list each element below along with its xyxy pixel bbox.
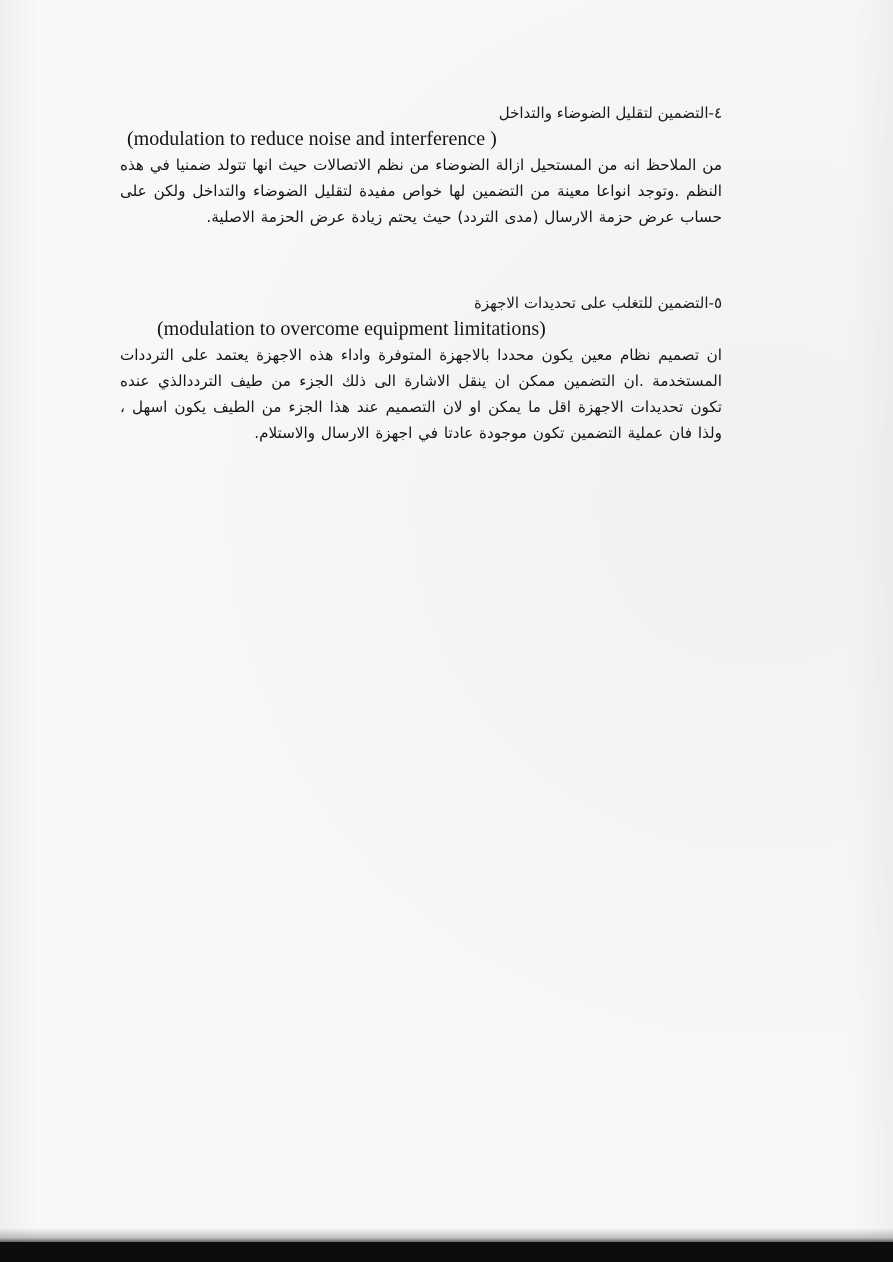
section-paragraph: من الملاحظ انه من المستحيل ازالة الضوضاء من نظم الاتصالات حيث انها تتولد ضمنيا في هذه النظم .وتوجد انواعا معينة من التضمين لها خواص مفيدة لتقليل الضوضاء والتداخل ولكن على حساب عرض حزمة الارسال (مدى التردد) حيث يحتم زيادة عرض الحزمة الاصلية. [120, 156, 722, 226]
section-heading: ٥-التضمين للتغلب على تحديدات الاجهزة [474, 294, 722, 312]
section-english-title: (modulation to reduce noise and interference ) [127, 128, 497, 150]
scan-bottom-border [0, 1242, 893, 1262]
section-equipment-limitations [120, 290, 722, 446]
section-paragraph: ان تصميم نظام معين يكون محددا بالاجهزة المتوفرة واداء هذه الاجهزة يعتمد على الترددات المستخدمة .ان التضمين ممكن ان ينقل الاشارة الى ذلك الجزء من طيف الترددالذي عنده تكون تحديدات الاجهزة اقل ما يمكن او لان التصميم عند هذا الجزء من الطيف يكون اسهل ، ولذا فان عملية التضمين تكون موجودة عادتا في اجهزة الارسال والاستلام. [120, 346, 722, 442]
section-noise-interference [120, 100, 722, 230]
section-heading: ٤-التضمين لتقليل الضوضاء والتداخل [498, 104, 722, 122]
section-english-title: (modulation to overcome equipment limitations) [157, 318, 546, 340]
scan-shadow [0, 1228, 893, 1242]
